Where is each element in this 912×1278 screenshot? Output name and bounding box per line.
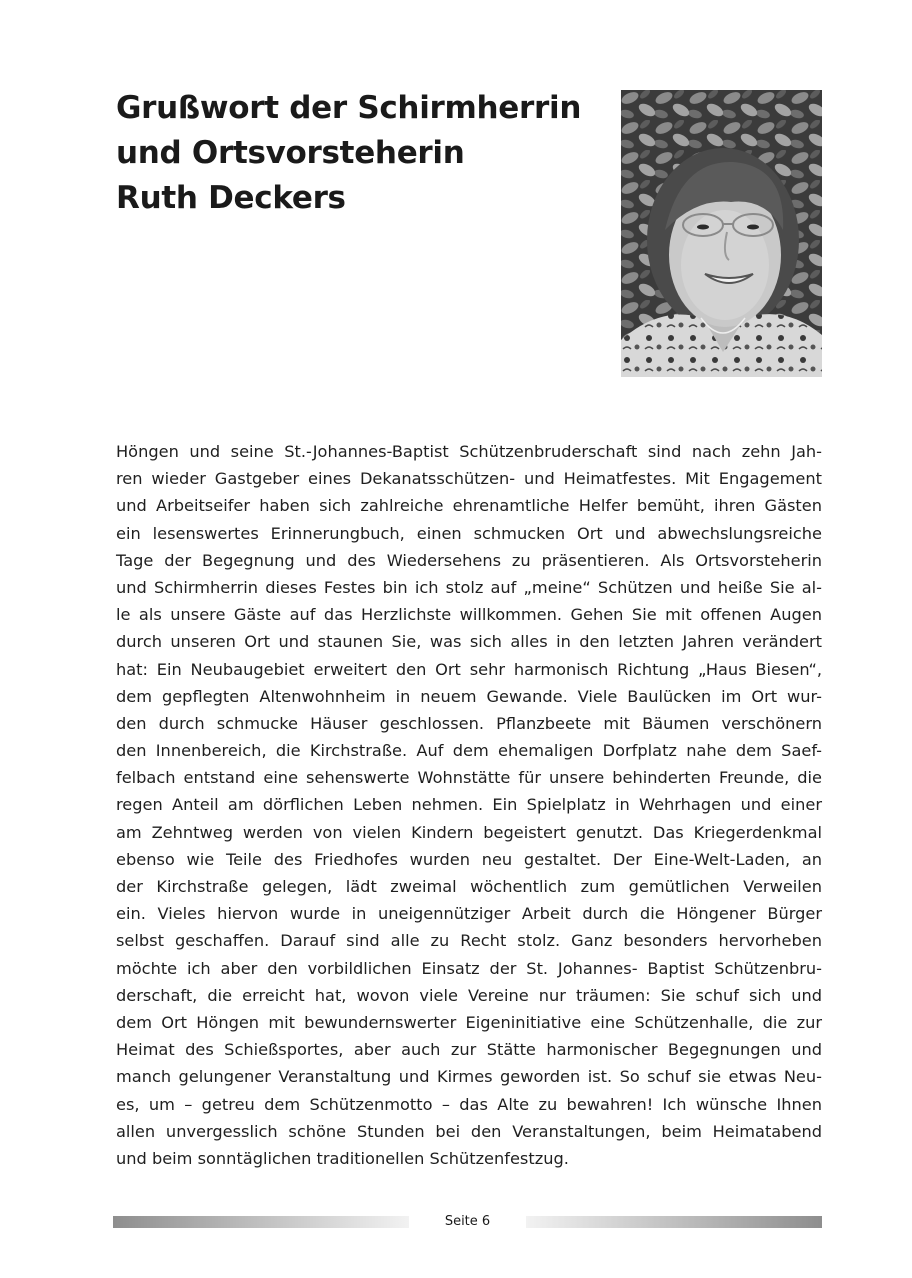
- text-line: Heimat des Schießsportes, aber auch zur Stätte harmonischer Begegnungen und: [116, 1040, 822, 1060]
- title-line-1: Grußwort der Schirmherrin: [116, 90, 582, 126]
- text-line: der Kirchstraße gelegen, lädt zweimal wöchentlich zum gemütlichen Verweilen: [116, 877, 822, 896]
- text-line: am Zehntweg werden von vielen Kindern begeistert genutzt. Das Kriegerdenkmal: [116, 822, 822, 842]
- text-line: und Schirmherrin dieses Festes bin ich stolz auf „meine“ Schützen und heiße Sie al-: [116, 577, 822, 597]
- text-line: le als unsere Gäste auf das Herzlichste willkommen. Gehen Sie mit offenen Augen: [116, 605, 822, 625]
- title-line-3: Ruth Deckers: [116, 180, 346, 216]
- footer-bar-left: [113, 1216, 409, 1228]
- text-line: es, um – getreu dem Schützenmotto – das Alte zu bewahren! Ich wünsche Ihnen: [116, 1094, 822, 1114]
- text-line: selbst geschaffen. Darauf sind alle zu Recht stolz. Ganz besonders hervorheben: [116, 931, 822, 951]
- text-line: Tage der Begegnung und des Wiedersehens zu präsentieren. Als Ortsvorsteherin: [116, 550, 822, 570]
- text-line: dem gepflegten Altenwohnheim in neuem Gewande. Viele Baulücken im Ort wur-: [116, 686, 822, 706]
- text-line: den Innenbereich, die Kirchstraße. Auf dem ehemaligen Dorfplatz nahe dem Saef-: [116, 741, 822, 761]
- text-line: möchte ich aber den vorbildlichen Einsatz der St. Johannes- Baptist Schützenbru-: [116, 958, 822, 978]
- text-line: durch unseren Ort und staunen Sie, was sich alles in den letzten Jahren verändert: [116, 632, 822, 652]
- text-line: dem Ort Höngen mit bewundernswerter Eigeninitiative eine Schützenhalle, die zur: [116, 1012, 822, 1032]
- text-line: derschaft, die erreicht hat, wovon viele Vereine nur träumen: Sie schuf sich und: [116, 985, 822, 1005]
- text-line: hat: Ein Neubaugebiet erweitert den Ort sehr harmonisch Richtung „Haus Biesen“,: [116, 659, 822, 679]
- page-number: Seite 6: [444, 1214, 491, 1229]
- text-line: ren wieder Gastgeber eines Dekanatsschützen- und Heimatfestes. Mit Engagement: [116, 469, 822, 489]
- page-title: [116, 86, 596, 221]
- text-line: ein. Vieles hiervon wurde in uneigennütziger Arbeit durch die Höngener Bürger: [116, 904, 822, 924]
- text-line: den durch schmucke Häuser geschlossen. Pflanzbeete mit Bäumen verschönern: [116, 713, 822, 733]
- text-line: und Arbeitseifer haben sich zahlreiche ehrenamtliche Helfer bemüht, ihren Gästen: [116, 496, 822, 516]
- page-footer: [113, 1212, 822, 1232]
- text-line: und beim sonntäglichen traditionellen Schützenfestzug.: [116, 1148, 569, 1168]
- title-line-2: und Ortsvorsteherin: [116, 135, 465, 171]
- text-line: ein lesenswertes Erinnerungbuch, einen schmucken Ort und abwechslungsreiche: [116, 523, 822, 543]
- text-line: felbach entstand eine sehenswerte Wohnstätte für unsere behinderten Freunde, die: [116, 768, 822, 788]
- text-line: ebenso wie Teile des Friedhofes wurden neu gestaltet. Der Eine-Welt-Laden, an: [116, 849, 822, 869]
- text-line: manch gelungener Veranstaltung und Kirmes geworden ist. So schuf sie etwas Neu-: [116, 1067, 822, 1087]
- text-line: allen unvergesslich schöne Stunden bei den Veranstaltungen, beim Heimatabend: [116, 1121, 822, 1141]
- text-line: regen Anteil am dörflichen Leben nehmen. Ein Spielplatz in Wehrhagen und einer: [116, 795, 822, 815]
- portrait-photo: [621, 90, 822, 377]
- text-line: Höngen und seine St.-Johannes-Baptist Schützenbruderschaft sind nach zehn Jah-: [116, 442, 822, 461]
- footer-bar-right: [526, 1216, 822, 1228]
- greeting-text: [116, 438, 822, 1172]
